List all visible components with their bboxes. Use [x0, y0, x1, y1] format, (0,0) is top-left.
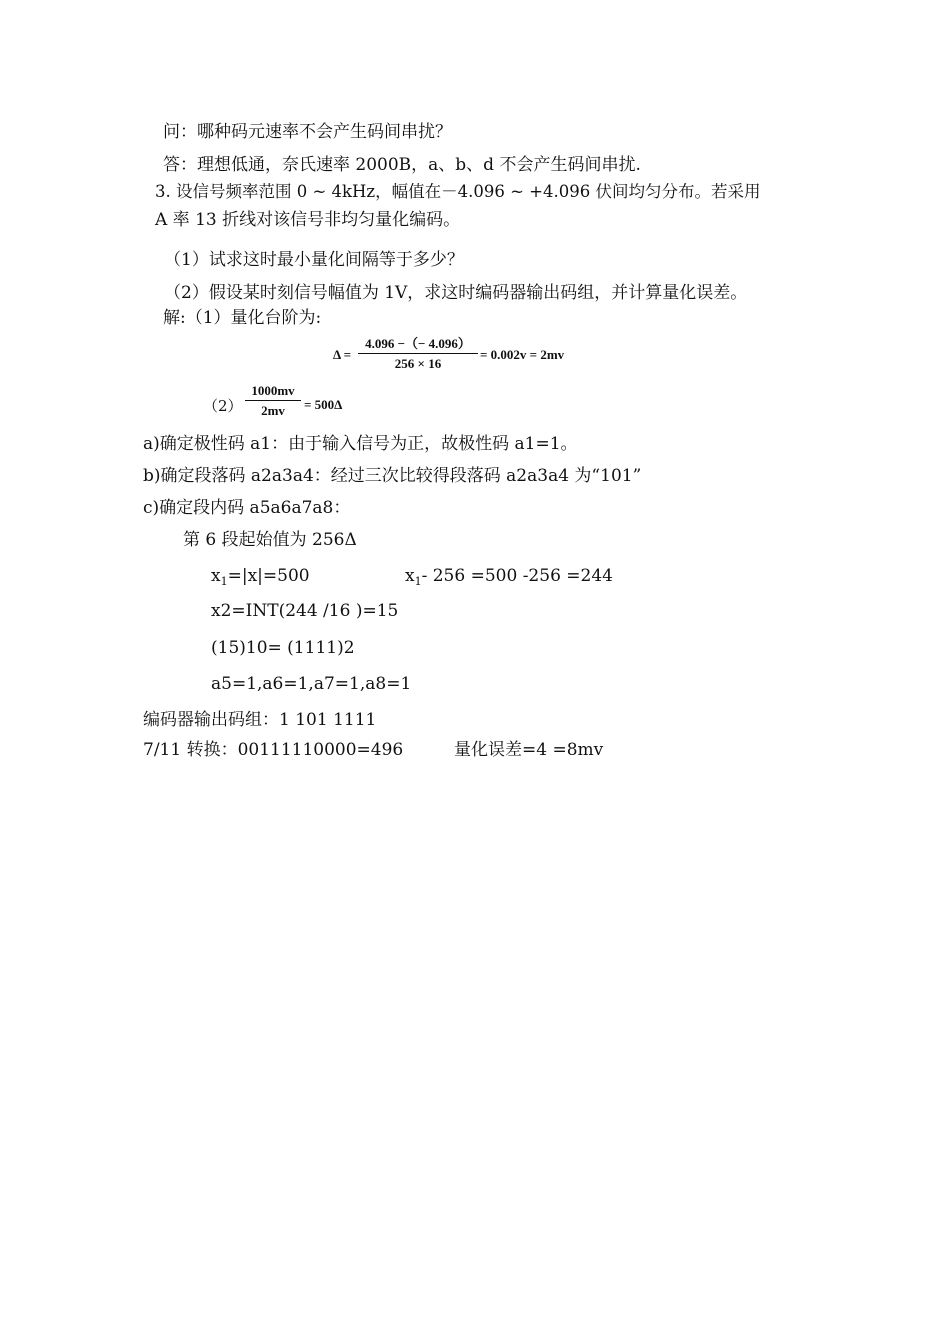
x1b-subscript: 1	[414, 575, 422, 588]
subquestion-1: （1）试求这时最小量化间隔等于多少？	[164, 250, 464, 270]
eq2-denominator: 2mv	[261, 403, 285, 418]
step-a: a)确定极性码 a1：由于输入信号为正，故极性码 a1=1。	[143, 434, 578, 454]
bit-values: a5=1,a6=1,a7=1,a8=1	[211, 674, 412, 694]
eq1-denominator: 256 × 16	[394, 356, 442, 371]
solution-intro: 解:（1）量化台阶为:	[163, 308, 322, 328]
x1-subscript: 1	[220, 575, 228, 588]
x1-difference	[405, 565, 613, 593]
x2-equation: x2=INT(244 /16 )=15	[211, 601, 399, 621]
segment6-start: 第 6 段起始值为 256Δ	[183, 530, 357, 550]
x1b-var: x	[405, 566, 415, 586]
x1-value: =|x|=500	[227, 566, 310, 586]
eq2-rhs: = 500Δ	[304, 397, 343, 412]
x1b-value: - 256 =500 -256 =244	[421, 566, 613, 586]
eq1-lhs: Δ =	[333, 347, 352, 362]
subquestion-2: （2）假设某时刻信号幅值为 1V，求这时编码器输出码组，并计算量化误差。	[164, 283, 748, 303]
eq2-prefix: （2）	[203, 397, 243, 415]
problem3-line1: 3. 设信号频率范围 0 ~ 4kHz，幅值在－4.096 ~ +4.096 伏间均匀分布。若采用	[155, 182, 761, 201]
eq1-numerator: 4.096 −（− 4.096）	[358, 333, 478, 354]
conversion-711: 7/11 转换：00111110000=496	[143, 740, 404, 760]
eq1-fraction	[358, 333, 478, 372]
eq2-numerator: 1000mv	[245, 383, 301, 401]
eq1-rhs: = 0.002v = 2mv	[480, 347, 565, 362]
answer-line: 答：理想低通，奈氏速率 2000B，a、b、d 不会产生码间串扰.	[163, 155, 641, 175]
step-b: b)确定段落码 a2a3a4：经过三次比较得段落码 a2a3a4 为“101”	[143, 466, 642, 486]
eq2-fraction	[245, 383, 301, 419]
binary-conversion: (15)10= (1111)2	[211, 638, 355, 658]
question-line: 问：哪种码元速率不会产生码间串扰？	[163, 122, 452, 142]
x1-var: x	[211, 566, 221, 586]
x1-equation	[211, 565, 310, 593]
step-c: c)确定段内码 a5a6a7a8：	[143, 498, 351, 518]
encoder-output: 编码器输出码组：1 101 1111	[143, 710, 377, 730]
quantization-error: 量化误差=4 =8mv	[454, 740, 604, 760]
problem3-line2: A 率 13 折线对该信号非均匀量化编码。	[155, 210, 461, 230]
